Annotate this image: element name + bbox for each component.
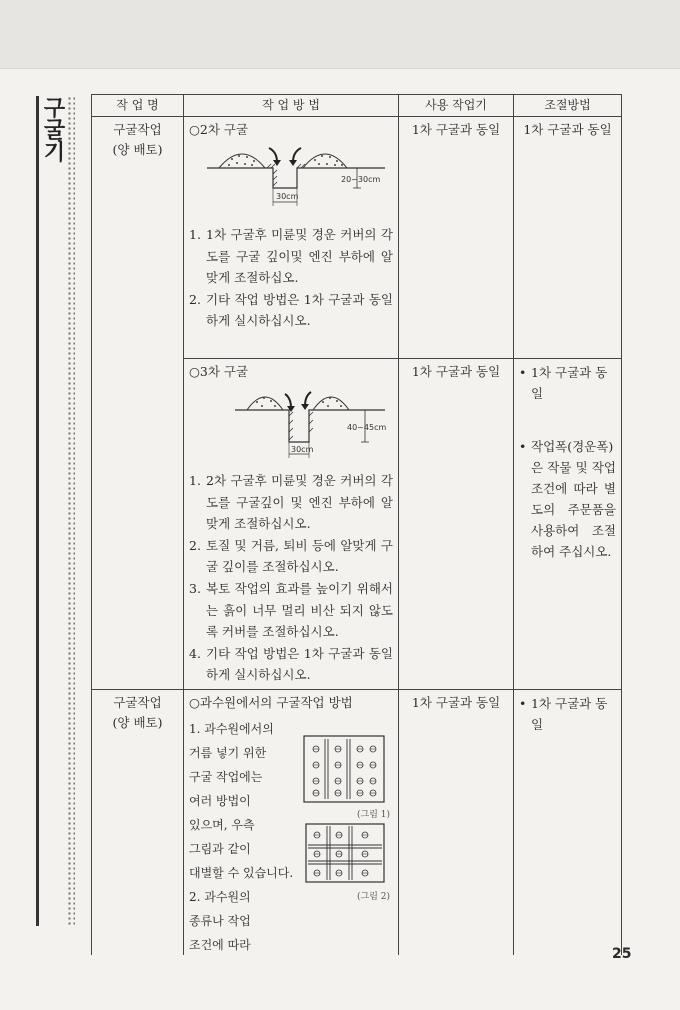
steps-list xyxy=(189,224,393,332)
header-adjust: 조절방법 xyxy=(514,95,622,117)
method-title: ○3차 구굴 xyxy=(189,364,249,379)
list-item: 1. 1차 구굴후 미륜및 경운 커버의 각도를 구굴 깊이및 엔진 부하에 알맞게 조절하십오. xyxy=(189,227,393,286)
method-title: ○과수원에서의 구굴작업 방법 xyxy=(189,694,353,710)
furrow-diagram xyxy=(207,144,397,216)
work-method-table xyxy=(91,94,622,955)
adjust-cell: 1차 구굴과 동일 xyxy=(514,117,622,359)
orchard-figure-1 xyxy=(303,735,387,803)
method-cell xyxy=(184,117,399,359)
depth-label: 20~30cm xyxy=(341,175,381,184)
list-item: 2. 기타 작업 방법은 1차 구굴과 동일하게 실시하십시오. xyxy=(189,291,393,329)
adjust-note: • 1차 구굴과 동일 xyxy=(519,693,616,735)
orchard-text: 1. 과수원에서의 거름 넣기 위한 구굴 작업에는 여러 방법이 있으며, 우측 그림과 같이 대별할 수 있습니다. 2. 과수원의 종류나 작업 조건에 따라 xyxy=(189,721,294,952)
furrow-diagram xyxy=(207,386,397,462)
machine-cell: 1차 구굴과 동일 xyxy=(399,689,514,955)
list-item: 3. 복토 작업의 효과를 높이기 위해서는 흙이 너무 멀리 비산 되지 않도록 커버를 조절하십시오. xyxy=(189,580,393,640)
adjust-cell xyxy=(514,359,622,690)
sidebar-rule xyxy=(36,96,39,926)
adjust-note: • 작업폭(경운폭)은 작물 및 작업조건에 따라 별도의 주문품을 사용하여 조절하여 주십시오. xyxy=(519,436,616,562)
table-row xyxy=(92,117,622,359)
adjust-cell xyxy=(514,689,622,955)
task-cell: 구굴작업 (양 배토) xyxy=(92,689,184,955)
method-title: ○2차 구굴 xyxy=(189,122,249,137)
method-cell xyxy=(184,689,399,955)
adjust-note: • 1차 구굴과 동일 xyxy=(519,362,616,404)
figure-caption-1: (그림 1) xyxy=(357,809,390,820)
list-item: 4. 기타 작업 방법은 1차 구굴과 동일하게 실시하십시오. xyxy=(189,645,393,683)
header-method: 작 업 방 법 xyxy=(184,95,399,117)
width-label: 30cm xyxy=(276,192,299,201)
list-item: 2. 토질 및 거름, 퇴비 등에 알맞게 구굴 깊이를 조절하십시오. xyxy=(189,537,393,575)
header-task: 작 업 명 xyxy=(92,95,184,117)
method-cell xyxy=(184,359,399,690)
orchard-figure-2 xyxy=(305,823,387,885)
header-machine: 사용 작업기 xyxy=(399,95,514,117)
top-band xyxy=(0,0,680,69)
sidebar-title: 구굴기 xyxy=(40,96,65,162)
width-label: 30cm xyxy=(291,445,314,454)
machine-cell: 1차 구굴과 동일 xyxy=(399,117,514,359)
table-row xyxy=(92,689,622,955)
orchard-section xyxy=(189,717,393,952)
machine-cell: 1차 구굴과 동일 xyxy=(399,359,514,690)
list-item: 1. 2차 구굴후 미륜및 경운 커버의 각도를 구굴깊이 및 엔진 부하에 알맞게 조절하십시오. xyxy=(189,473,393,532)
dotted-border xyxy=(67,96,75,926)
task-cell: 구굴작업 (양 배토) xyxy=(92,117,184,690)
depth-label: 40~45cm xyxy=(347,423,387,432)
figure-caption-2: (그림 2) xyxy=(357,891,390,902)
table-header-row xyxy=(92,95,622,117)
steps-list xyxy=(189,470,393,686)
page-number: 25 xyxy=(612,946,632,962)
